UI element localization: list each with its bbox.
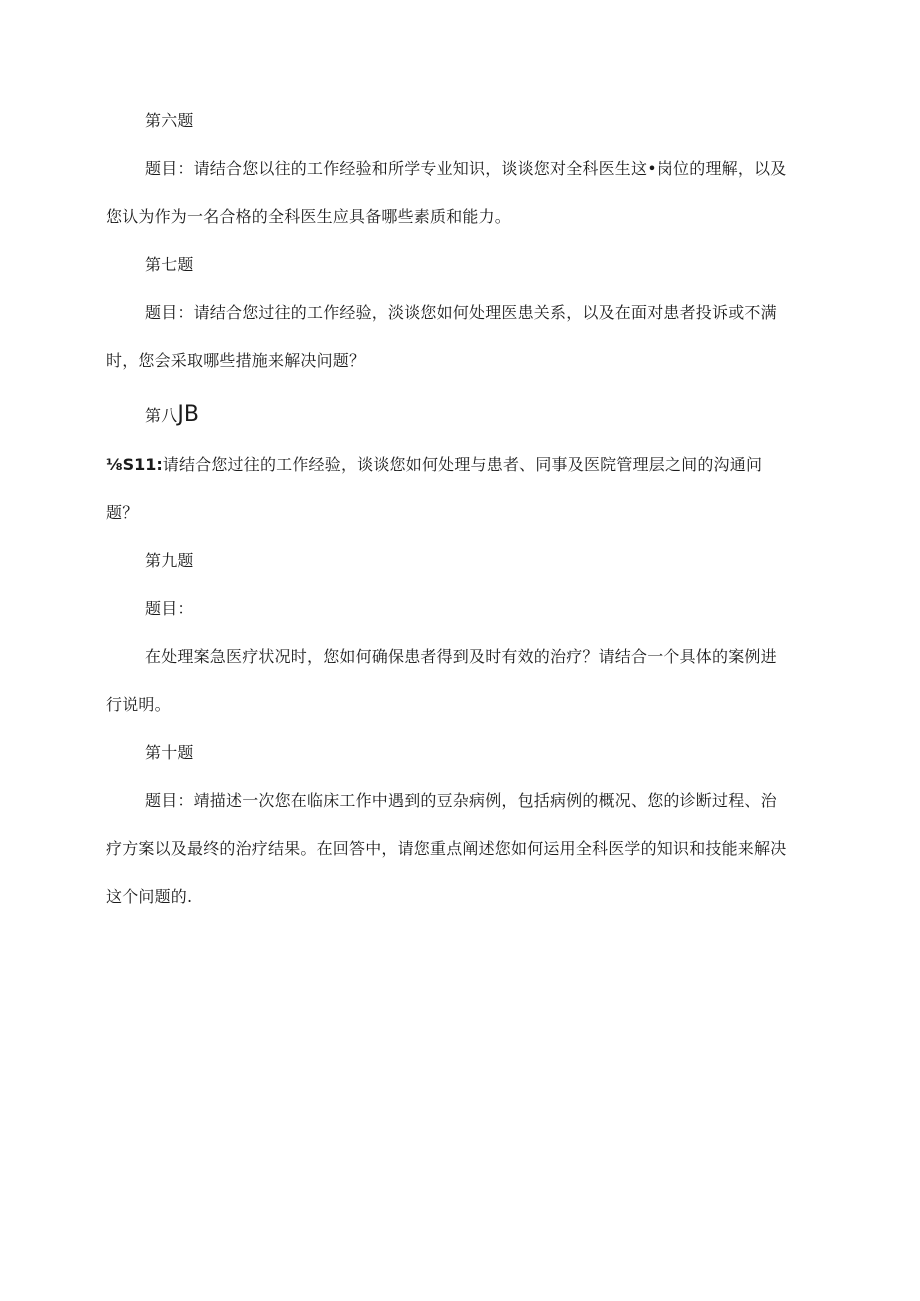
- q10-heading: 第十题: [145, 743, 194, 762]
- q7-heading: 第七题: [145, 255, 194, 274]
- q10-line-1: 题目：靖描述一次您在临床工作中遇到的豆杂病例，包括病例的概况、您的诊断过程、治: [145, 791, 777, 810]
- q9-line-2: 行说明。: [106, 695, 171, 714]
- q8-heading-prefix: 第八: [145, 406, 178, 425]
- q8-line-1-rest: 请结合您过往的工作经验，谈谈您如何处理与患者、同事及医院管理层之间的沟通问: [162, 455, 763, 474]
- q9-heading: 第九题: [145, 551, 194, 570]
- q7-line-2: 时，您会采取哪些措施来解决问题？: [106, 351, 366, 370]
- q9-label: 题目：: [145, 599, 194, 618]
- q8-line-1: [106, 454, 762, 476]
- q6-line-2: 您认为作为一名合格的全科医生应具备哪些素质和能力。: [106, 207, 512, 226]
- q6-line-1: 题目：请结合您以往的工作经验和所学专业知识，谈谈您对全科医生这•岗位的理解，以及: [145, 159, 787, 178]
- q8-heading: [145, 404, 199, 427]
- q10-line-2: 疗方案以及最终的治疗结果。在回答中，请您重点阐述您如何运用全科医学的知识和技能来解决: [106, 839, 787, 858]
- q10-line-3: 这个问题的.: [106, 887, 193, 906]
- q8-heading-suffix: JB: [177, 402, 199, 427]
- q8-line-1-prefix: ⅛S11:: [106, 455, 163, 474]
- q6-heading: 第六题: [145, 111, 194, 130]
- q8-line-2: 题？: [106, 503, 139, 522]
- q7-line-1: 题目：请结合您过往的工作经验，淡谈您如何处理医患关系，以及在面对患者投诉或不满: [145, 303, 777, 322]
- q9-line-1: 在处理案急医疗状况时，您如何确保患者得到及时有效的治疗？请结合一个具体的案例进: [145, 647, 777, 666]
